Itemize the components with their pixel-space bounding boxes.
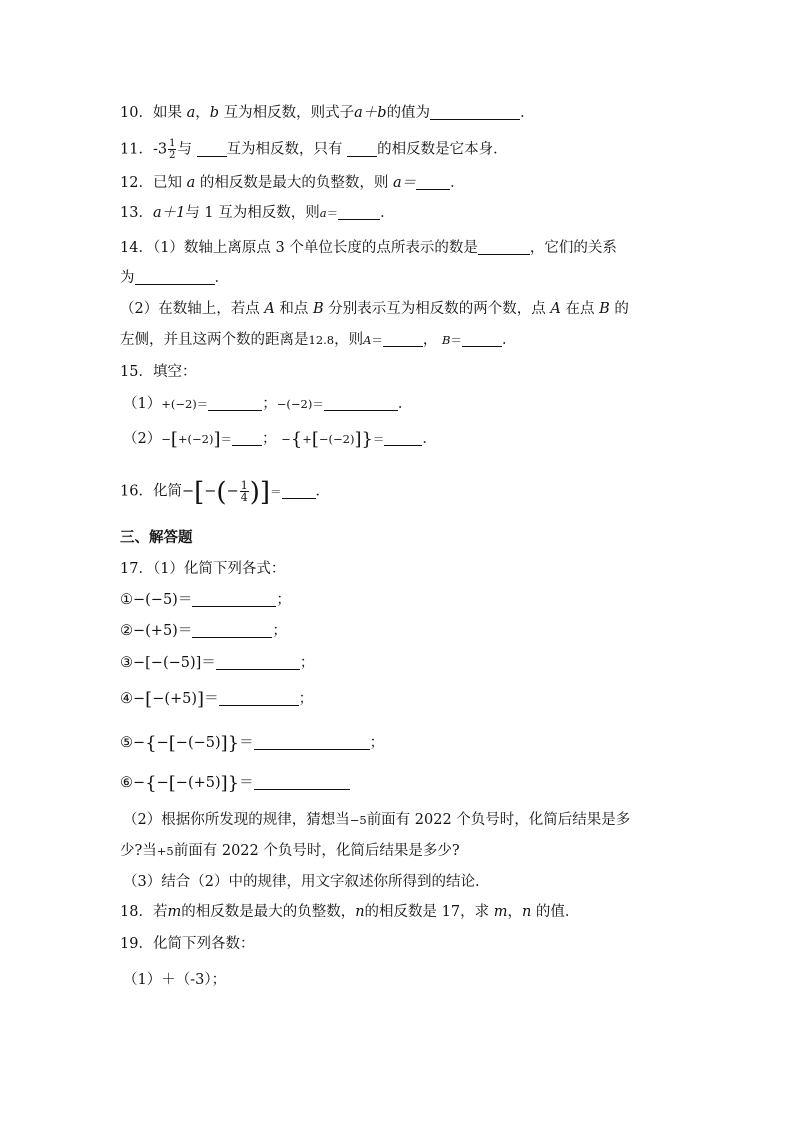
q10-text3: 的值为 xyxy=(386,105,431,121)
q15-expression-4-inner: −(−2) xyxy=(318,432,355,446)
minus-sign: − xyxy=(156,775,169,791)
q18-text-c: 的相反数是 17，求 xyxy=(364,904,494,920)
q11-fraction xyxy=(168,138,176,161)
semicolon: ； xyxy=(262,396,277,412)
q14-distance: 12.8 xyxy=(308,333,335,347)
q15-expression-4-plus: + xyxy=(302,432,312,446)
q17-part2-text-d: 前面有 2022 个负号时，化简后结果是多少? xyxy=(173,843,460,859)
fraction-denominator: 2 xyxy=(169,150,176,161)
equals-sign: ＝ xyxy=(270,484,282,499)
question-14-line1 xyxy=(120,238,617,258)
minus-sign: − xyxy=(226,483,239,500)
question-13 xyxy=(120,203,395,223)
q12-text: 已知 xyxy=(152,175,187,191)
answer-blank xyxy=(478,239,530,255)
minus-sign: − xyxy=(181,483,195,500)
equals-a: ＝ xyxy=(371,333,383,347)
answer-blank xyxy=(282,483,316,499)
fraction-numerator: 1 xyxy=(169,138,176,149)
q11-mixed-number: -3 xyxy=(152,141,168,158)
q15-end: ． xyxy=(397,396,413,412)
q12-number: 12． xyxy=(120,175,153,191)
q17-part2-text-b: 前面有 2022 个负号时，化简后结果是多 xyxy=(366,812,631,828)
q14-part2-text-c: 分别表示互为相反数的两个数，点 xyxy=(323,301,551,317)
q10-end: ． xyxy=(520,105,535,121)
answer-blank xyxy=(384,430,422,446)
question-11 xyxy=(120,138,508,161)
answer-blank xyxy=(416,174,450,190)
section-heading: 三、解答题 xyxy=(120,530,193,546)
q15-end: ． xyxy=(422,431,437,447)
q11-text2: 互为相反数，只有 xyxy=(226,141,348,158)
q14-text: 14．（1）数轴上离原点 3 个单位长度的点所表示的数是 xyxy=(120,240,478,256)
question-14-line2 xyxy=(120,268,229,288)
q13-number: 13． xyxy=(120,205,153,221)
q10-sep: ， xyxy=(195,105,210,121)
q14-end: ． xyxy=(501,332,517,348)
q11-text: 与 xyxy=(177,141,197,158)
answer-blank xyxy=(232,430,262,446)
point-b: B xyxy=(599,301,610,317)
q16-end: ． xyxy=(315,483,331,500)
q15-part1-label: （1） xyxy=(123,396,162,412)
answer-blank xyxy=(254,774,350,790)
var-n: n xyxy=(521,904,532,920)
question-14-line4 xyxy=(120,330,516,350)
answer-blank xyxy=(254,734,370,750)
q17-expression-2: ②−(+5)＝ xyxy=(120,623,193,639)
semicolon: ； xyxy=(262,431,277,447)
q17-part2-line1 xyxy=(123,810,630,830)
q17-expression-5: ⑤− xyxy=(120,735,146,751)
minus-sign: − xyxy=(204,483,217,500)
q11-number: 11． xyxy=(120,141,153,158)
q10-text2: 互为相反数，则式子 xyxy=(219,105,355,121)
point-a: A xyxy=(363,333,372,347)
answer-blank xyxy=(135,269,215,285)
q17-item-5: ⑤−{−[−(−5)]}＝ ； xyxy=(120,733,385,754)
q17-expression-3: ③−[−(−5)]＝ xyxy=(120,655,216,671)
answer-blank xyxy=(197,141,227,157)
semicolon: ； xyxy=(276,592,291,608)
q15-expression-4: − xyxy=(281,432,291,446)
minus-sign: − xyxy=(156,735,169,751)
q10-expression: a＋b xyxy=(354,105,387,121)
q17-expression-6-inner: −(+5) xyxy=(175,775,221,791)
answer-blank xyxy=(219,690,299,706)
question-19 xyxy=(120,934,254,954)
point-b: B xyxy=(313,301,324,317)
answer-blank xyxy=(324,395,398,411)
q17-part2-line2 xyxy=(120,841,460,861)
fraction-denominator: 4 xyxy=(240,491,248,504)
q17-item-3 xyxy=(120,653,314,673)
answer-blank xyxy=(192,622,272,638)
q18-text-b: 的相反数是最大的负整数， xyxy=(181,904,356,920)
q17-part3 xyxy=(123,872,480,892)
semicolon: ； xyxy=(272,623,287,639)
question-17 xyxy=(120,559,285,579)
answer-blank xyxy=(347,141,377,157)
var-b: b xyxy=(209,105,220,121)
var-m: m xyxy=(493,904,508,920)
q14-text-b: ，它们的关系 xyxy=(529,240,617,256)
q15-expression-1: +(−2)＝ xyxy=(161,397,209,411)
q18-comma: ， xyxy=(507,904,522,920)
q14-part2-text-e: 的 xyxy=(609,301,629,317)
var-a: a xyxy=(186,105,196,121)
semicolon: ； xyxy=(299,655,315,671)
q17-item-1 xyxy=(120,590,291,610)
question-10 xyxy=(120,103,535,123)
var-a: a xyxy=(186,175,196,191)
q17-item-4: ④−[−(+5)]＝ ； xyxy=(120,689,314,710)
q15-part2-label: （2） xyxy=(123,431,162,447)
q14-part2-text-f: 左侧，并且这两个数的距离是 xyxy=(120,332,309,348)
equals-sign: ＝ xyxy=(220,432,232,446)
answer-blank xyxy=(430,104,520,120)
q13-equals: ＝ xyxy=(326,206,339,220)
q17-item-6: ⑥−{−[−(+5)]}＝ xyxy=(120,773,350,794)
question-15-row2: （2）−[+(−2)]＝ ； −{+[−(−2)]}＝ ． xyxy=(123,429,437,450)
q17-item-2 xyxy=(120,621,287,641)
equals-b: ＝ xyxy=(450,333,462,347)
question-14-line3 xyxy=(120,299,629,319)
question-16: 16．化简−[−(− $\frac{1}{4}$ )]＝ ． xyxy=(120,477,331,508)
equals-sign: ＝ xyxy=(372,432,385,446)
q18-text-e: 的值． xyxy=(531,904,580,920)
plus-five: +5 xyxy=(156,844,174,858)
q17-part3-text: （3）结合（2）中的规律，用文字叙述你所得到的结论. xyxy=(123,874,480,890)
q14-part2-text-b: 和点 xyxy=(274,301,314,317)
semicolon: ； xyxy=(369,735,385,751)
q15-heading: 15．填空： xyxy=(120,364,197,380)
q16-label: 16．化简 xyxy=(120,483,182,500)
q10-number: 10． xyxy=(120,105,153,121)
q13-expression: a＋1 xyxy=(152,205,186,221)
q16-fraction xyxy=(240,480,249,503)
q15-expression-3-inner: +(−2) xyxy=(177,432,214,446)
point-a: A xyxy=(264,301,275,317)
answer-blank xyxy=(216,654,300,670)
q14-part2-text: （2）在数轴上，若点 xyxy=(120,301,265,317)
q18-text: 18．若 xyxy=(120,904,168,920)
fraction-numerator: 1 xyxy=(240,479,248,492)
q14-part2-text-g: ，则 xyxy=(334,332,364,348)
q13-end: ． xyxy=(380,205,395,221)
q11-text3: 的相反数是它本身． xyxy=(377,141,508,158)
point-a: A xyxy=(550,301,561,317)
question-18 xyxy=(120,902,579,922)
q17-expression-1: ①−(−5)＝ xyxy=(120,592,193,608)
point-b: B xyxy=(442,333,451,347)
q17-expression-4: ④− xyxy=(120,691,146,707)
q15-expression-2: −(−2)＝ xyxy=(276,397,324,411)
q12-end: ． xyxy=(450,175,465,191)
answer-blank xyxy=(383,331,423,347)
answer-blank xyxy=(192,591,276,607)
q14-part2-text-d: 在点 xyxy=(560,301,600,317)
minus-five: −5 xyxy=(349,813,367,827)
equals-sign: ＝ xyxy=(239,735,254,751)
semicolon: ； xyxy=(298,691,314,707)
q14-end: ． xyxy=(214,270,229,286)
var-n: n xyxy=(355,904,365,920)
q17-part2-text: （2）根据你所发现的规律，猜想当 xyxy=(123,812,350,828)
question-15 xyxy=(120,362,196,382)
question-15-row1 xyxy=(123,394,412,414)
q17-expression-4-inner: −(+5) xyxy=(152,691,198,707)
q12-expression: a＝ xyxy=(392,175,417,191)
var-a: a xyxy=(319,206,327,220)
q12-text2: 的相反数是最大的负整数，则 xyxy=(195,175,393,191)
q19-heading: 19．化简下列各数： xyxy=(120,936,255,952)
q14-comma: ， xyxy=(422,332,438,348)
q15-expression-3: − xyxy=(161,432,171,446)
answer-blank xyxy=(338,204,380,220)
answer-blank xyxy=(208,395,262,411)
q17-heading: 17．（1）化简下列各式： xyxy=(120,561,286,577)
q19-expression-1: （1）＋（-3）； xyxy=(123,972,227,988)
q13-text: 与 1 互为相反数，则 xyxy=(185,205,320,221)
var-m: m xyxy=(167,904,182,920)
q17-expression-6: ⑥− xyxy=(120,775,146,791)
answer-blank xyxy=(462,331,502,347)
q17-part2-text-c: 少?当 xyxy=(120,843,157,859)
q17-expression-5-inner: −(−5) xyxy=(175,735,221,751)
q14-text2: 为 xyxy=(120,270,135,286)
question-12 xyxy=(120,173,465,193)
q10-text: 如果 xyxy=(152,105,182,121)
equals-sign: ＝ xyxy=(239,775,254,791)
equals-sign: ＝ xyxy=(204,691,219,707)
q19-item-1 xyxy=(123,970,226,990)
